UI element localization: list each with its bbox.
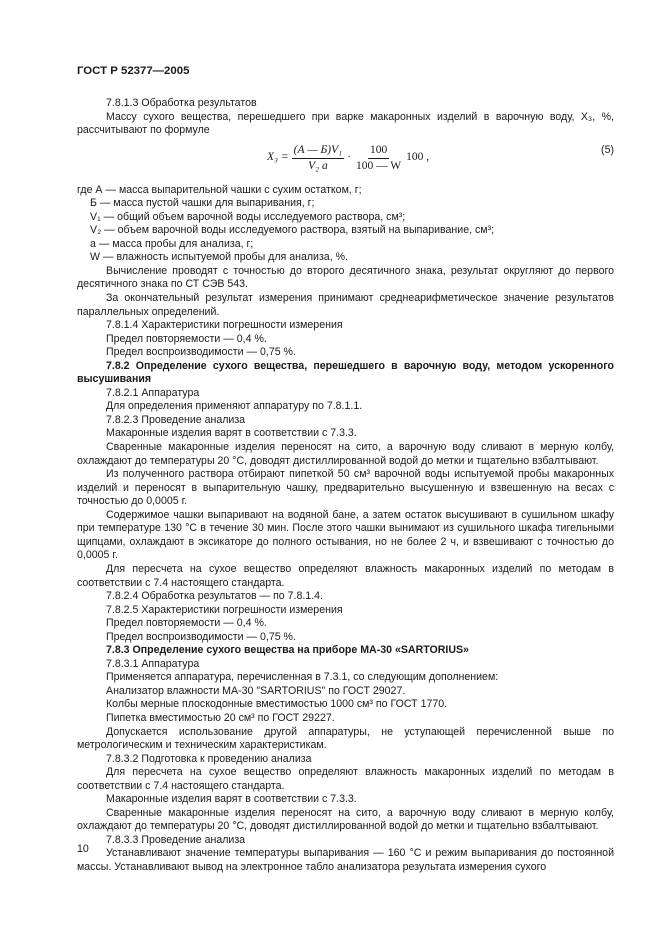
paragraph: Массу сухого вещества, перешедшего при варке макаронных изделий в варочную воду, X₃, %, рассчитывают по формуле <box>77 110 614 137</box>
paragraph: Сваренные макаронные изделия переносят на сито, а варочную воду сливают в мерную колбу, охлаждают до температуры 20 °С, доводят дистиллированной водой до метки и тщательно взбалтывают. <box>77 806 614 833</box>
section-heading: 7.8.2 Определение сухого вещества, перешедшего в варочную воду, методом ускоренного высушивания <box>77 359 614 386</box>
definition-item: где А — масса выпарительной чашки с сухим остатком, г; <box>77 183 362 196</box>
formula-5 <box>77 140 614 184</box>
subsection-title: 7.8.3.2 Подготовка к проведению анализа <box>106 752 312 765</box>
paragraph: Содержимое чашки выпаривают на водяной бане, а затем остаток высушивают в сушильном шкафу при температуре 130 °С в течение 30 мин. После этого чашки вынимают из сушильного шкафа тигельными щипцами, охлаждают в эксикаторе до полного остывания, но не более 2 ч, и взвешивают с точностью до 0,0005 г. <box>77 508 614 562</box>
formula-expression <box>267 144 429 173</box>
subsection-title: 7.8.2.5 Характеристики погрешности измерения <box>106 603 343 616</box>
definition-item: W — влажность испытуемой пробы для анализа, %. <box>90 251 348 264</box>
paragraph: 7.8.2.4 Обработка результатов — по 7.8.1.4. <box>106 590 323 603</box>
document-body <box>77 97 614 875</box>
paragraph: Предел воспроизводимости — 0,75 %. <box>106 346 296 359</box>
definition-item: V₂ — объем варочной воды исследуемого раствора, взятый на выпаривание, см³; <box>90 224 495 237</box>
paragraph: Для пересчета на сухое вещество определяют влажность макаронных изделий по методам в соответствии с 7.4 настоящего стандарта. <box>77 766 614 792</box>
paragraph: Предел воспроизводимости — 0,75 %. <box>106 630 296 643</box>
paragraph: Макаронные изделия варят в соответствии с 7.3.3. <box>106 793 357 806</box>
subsection-title: 7.8.3.1 Аппаратура <box>106 657 200 670</box>
subsection-title: 7.8.1.3 Обработка результатов <box>106 97 257 109</box>
definition-item: V₁ — общий объем варочной воды исследуемого раствора, см³; <box>90 210 406 223</box>
definition-item: Б — масса пустой чашки для выпаривания, г; <box>90 197 315 210</box>
page-number: 10 <box>77 843 89 855</box>
subsection-title: 7.8.2.1 Аппаратура <box>106 386 200 399</box>
subsection-title: 7.8.1.4 Характеристики погрешности измерения <box>106 319 343 332</box>
paragraph: Вычисление проводят с точностью до второго десятичного знака, результат округляют до первого десятичного знака по СТ СЭВ 543. <box>77 264 614 291</box>
paragraph: Колбы мерные плоскодонные вместимостью 1000 см³ по ГОСТ 1770. <box>106 698 448 711</box>
formula-tail: 100 , <box>406 151 430 164</box>
formula-denominator-1: V₂ a <box>308 159 328 172</box>
formula-fraction-1 <box>292 144 344 173</box>
paragraph: За окончательный результат измерения принимают среднеарифметическое значение результатов параллельных определений. <box>77 292 614 318</box>
paragraph: Из полученного раствора отбирают пипеткой 50 см³ варочной воды испытуемой пробы макаронных изделий и переносят в выпарительную чашку, предварительно высушенную и взвешенную на весах с точностью до 0,0005 г. <box>77 468 614 508</box>
section-heading: 7.8.3 Определение сухого вещества на приборе МА-30 «SARTORIUS» <box>106 644 469 657</box>
paragraph: Предел повторяемости — 0,4 %. <box>106 332 267 345</box>
paragraph: Устанавливают значение температуры выпаривания — 160 °С и режим выпаривания до постоянной массы. Устанавливают вывод на электронное табло анализатора результата измерения сухого <box>77 847 614 873</box>
paragraph: Сваренные макаронные изделия переносят на сито, а варочную воду сливают в мерную колбу, охлаждают до температуры 20 °С, доводят дистиллированной водой до метки и тщательно взбалтывают. <box>77 441 614 467</box>
paragraph: Макаронные изделия варят в соответствии с 7.3.3. <box>106 427 357 440</box>
formula-numerator-2: 100 <box>368 144 389 159</box>
subsection-title: 7.8.3.3 Проведение анализа <box>106 833 246 846</box>
formula-fraction-2 <box>354 144 403 173</box>
formula-number: (5) <box>601 143 614 156</box>
formula-denominator-2: 100 — W <box>355 159 402 172</box>
paragraph: Допускается использование другой аппаратуры, не уступающей перечисленной выше по метрологическим и техническим характеристикам. <box>77 725 614 752</box>
paragraph: Для определения применяют аппаратуру по 7.8.1.1. <box>106 400 363 413</box>
paragraph: Предел повторяемости — 0,4 %. <box>106 617 267 630</box>
formula-dot: · <box>347 151 351 164</box>
definition-item: a — масса пробы для анализа, г; <box>90 237 254 250</box>
paragraph: Анализатор влажности МА-30 "SARTORIUS" по ГОСТ 29027. <box>106 684 406 697</box>
document-header: ГОСТ Р 52377—2005 <box>77 65 190 77</box>
paragraph: Для пересчета на сухое вещество определяют влажность макаронных изделий по методам в соответствии с 7.4 настоящего стандарта. <box>77 562 614 589</box>
formula-numerator-1: (А — Б)V₁ <box>292 144 344 159</box>
paragraph: Пипетка вместимостью 20 см³ по ГОСТ 29227. <box>106 711 335 724</box>
subsection-title: 7.8.2.3 Проведение анализа <box>106 413 246 426</box>
formula-lhs: X₃ = <box>267 151 289 164</box>
paragraph: Применяется аппаратура, перечисленная в 7.3.1, со следующим дополнением: <box>106 671 499 684</box>
